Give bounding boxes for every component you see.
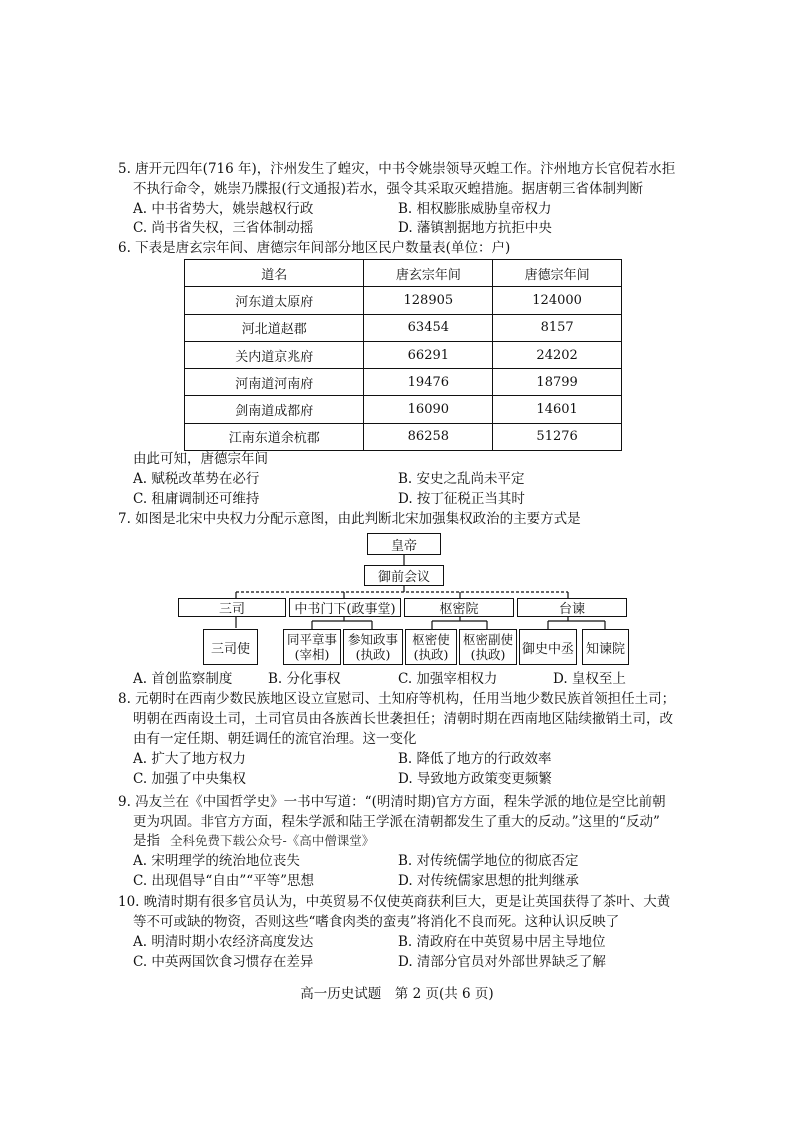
org-node-label: 同平章事: [286, 632, 337, 647]
table-cell: 河北道赵郡: [185, 314, 364, 341]
q7-option-b: B. 分化事权: [268, 671, 341, 687]
q5-option-a: A. 中书省势大，姚崇越权行政: [133, 201, 314, 217]
q10-option-c: C. 中英两国饮食习惯存在差异: [133, 954, 314, 970]
q5-option-c: C. 尚书省失权，三省体制动摇: [133, 220, 314, 236]
table-header-cell: 唐德宗年间: [493, 260, 622, 287]
org-node-imperial-council: 御前会议: [364, 565, 444, 586]
table-cell: 剑南道成都府: [185, 396, 364, 423]
q9-option-c: C. 出现倡导“自由”“平等”思想: [133, 873, 315, 889]
table-cell: 河南道河南府: [185, 369, 364, 396]
q9-stem-line2: 更为巩固。非官方方面，程朱学派和陆王学派在清朝都发生了重大的反动。”这里的“反动”: [133, 814, 660, 830]
table-cell: 河东道太原府: [185, 287, 364, 314]
org-node-shumiyuan: 枢密院: [404, 598, 514, 617]
org-node-sublabel: (宰相): [294, 647, 330, 662]
org-node-sansi-shi: 三司使: [203, 629, 258, 665]
org-node-military-commissioner: [405, 629, 457, 665]
table-cell: 江南东道余杭郡: [185, 423, 364, 450]
q10-option-d: D. 清部分官员对外部世界缺乏了解: [398, 954, 606, 970]
table-cell: 16090: [364, 396, 493, 423]
table-cell: 124000: [493, 287, 622, 314]
table-header-cell: 唐玄宗年间: [364, 260, 493, 287]
table-cell: 14601: [493, 396, 622, 423]
org-node-sublabel: (执政): [470, 647, 506, 662]
table-cell: 86258: [364, 423, 493, 450]
table-cell: 8157: [493, 314, 622, 341]
q7-option-a: A. 首创监察制度: [133, 671, 233, 687]
watermark-text: 全科免费下载公众号-《高中僧课堂》: [170, 833, 375, 848]
q6-option-b: B. 安史之乱尚未平定: [398, 471, 525, 487]
table-cell: 24202: [493, 341, 622, 368]
q6-option-a: A. 赋税改革势在必行: [133, 471, 260, 487]
q10-stem-line1: 10. 晚清时期有很多官员认为，中英贸易不仅使英商获利巨大，更是让英国获得了茶叶、大黄: [118, 894, 671, 910]
q8-option-c: C. 加强了中央集权: [133, 771, 246, 787]
org-node-sublabel: (执政): [413, 647, 449, 662]
org-node-censor: 御史中丞: [519, 629, 577, 665]
q8-option-b: B. 降低了地方的行政效率: [398, 751, 552, 767]
table-header-cell: 道名: [185, 260, 364, 287]
org-node-zhongshu-menxia: 中书门下(政事堂): [289, 598, 401, 617]
q8-option-d: D. 导致地方政策变更频繁: [398, 771, 552, 787]
q6-option-c: C. 租庸调制还可维持: [133, 491, 260, 507]
q8-stem-line2: 明朝在西南设土司，土司官员由各族酋长世袭担任；清朝时期在西南地区陆续撤销土司，改: [133, 711, 673, 727]
q9-stem-line3: 是指: [133, 833, 160, 849]
table-cell: 19476: [364, 369, 493, 396]
q7-option-c: C. 加强宰相权力: [398, 671, 498, 687]
q8-stem-line3: 由有一定任期、朝廷调任的流官治理。这一变化: [133, 731, 417, 747]
q10-option-a: A. 明清时期小农经济高度发达: [133, 934, 314, 950]
q6-option-d: D. 按丁征税正当其时: [398, 491, 525, 507]
q5-option-d: D. 藩镇割据地方抗拒中央: [398, 220, 552, 236]
q5-stem-line2: 不执行命令，姚崇乃牒报(行文通报)若水，强令其采取灭蝗措施。据唐朝三省体制判断: [133, 181, 644, 197]
table-cell: 51276: [493, 423, 622, 450]
q8-option-a: A. 扩大了地方权力: [133, 751, 246, 767]
q9-option-d: D. 对传统儒家思想的批判继承: [398, 873, 579, 889]
q9-option-a: A. 宋明理学的统治地位丧失: [133, 853, 300, 869]
q6-followup: 由此可知，唐德宗年间: [133, 451, 268, 467]
table-cell: 关内道京兆府: [185, 341, 364, 368]
org-node-taijian: 台谏: [517, 598, 627, 617]
org-node-vice-chancellor: [343, 629, 403, 665]
q7-option-d: D. 皇权至上: [553, 671, 626, 687]
org-node-sansi: 三司: [178, 598, 286, 617]
org-node-vice-military-commissioner: [459, 629, 517, 665]
q7-stem: 7. 如图是北宋中央权力分配示意图，由此判断北宋加强集权政治的主要方式是: [118, 511, 581, 527]
q6-stem: 6. 下表是唐玄宗年间、唐德宗年间部分地区民户数量表(单位：户): [118, 240, 511, 256]
org-node-sublabel: (执政): [355, 647, 391, 662]
org-node-emperor: 皇帝: [367, 533, 441, 555]
page-footer: 高一历史试题 第 2 页(共 6 页): [300, 986, 494, 1002]
table-cell: 128905: [364, 287, 493, 314]
org-node-label: 枢密副使: [462, 632, 513, 647]
q9-option-b: B. 对传统儒学地位的彻底否定: [398, 853, 579, 869]
q9-stem-line1: 9. 冯友兰在《中国哲学史》一书中写道：“(明清时期)官方方面，程朱学派的地位是空比前朝: [118, 794, 666, 810]
org-node-label: 参知政事: [347, 632, 398, 647]
q8-stem-line1: 8. 元朝时在西南少数民族地区设立宣慰司、土知府等机构，任用当地少数民族首领担任土司；: [118, 691, 676, 707]
org-node-label: 枢密使: [412, 632, 450, 647]
org-node-remonstrance: 知谏院: [582, 629, 629, 665]
q10-option-b: B. 清政府在中英贸易中居主导地位: [398, 934, 606, 950]
table-cell: 63454: [364, 314, 493, 341]
q10-stem-line2: 等不可或缺的物资，否则这些“嗜食肉类的蛮夷”将消化不良而死。这种认识反映了: [133, 914, 620, 930]
org-node-chancellor: [283, 629, 341, 665]
table-cell: 66291: [364, 341, 493, 368]
table-cell: 18799: [493, 369, 622, 396]
q5-option-b: B. 相权膨胀威胁皇帝权力: [398, 201, 552, 217]
q5-stem-line1: 5. 唐开元四年(716 年)，汴州发生了蝗灾，中书令姚崇领导灭蝗工作。汴州地方长官倪若水拒: [118, 161, 676, 177]
